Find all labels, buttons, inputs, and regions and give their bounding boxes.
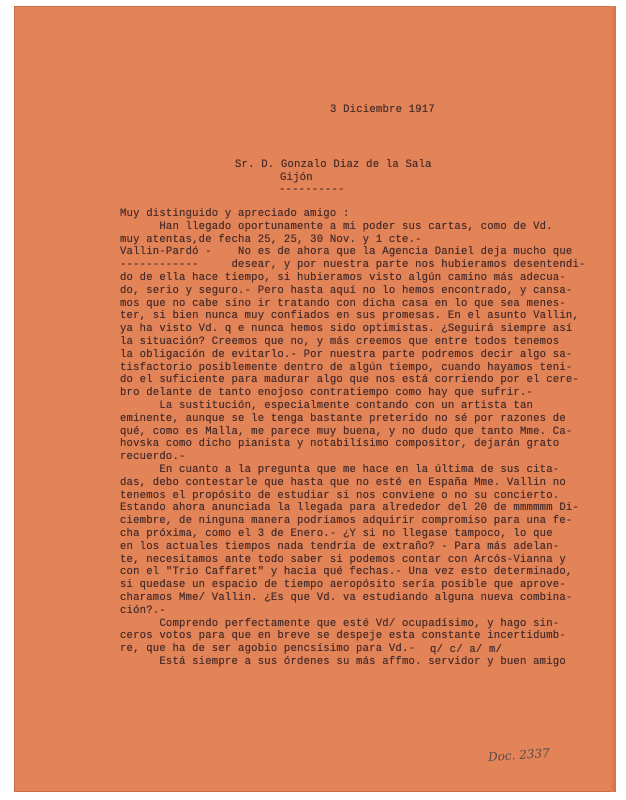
body-line: do de ella hace tiempo, si hubieramos visto algún camino más adecua- — [120, 271, 566, 284]
body-line: qué, como es Malla, me parece muy buena, y no dudo que tanto Mme. Ca- — [120, 425, 573, 438]
body-line: Muy distinguido y apreciado amigo : — [120, 208, 350, 220]
body-line: charamos Mme/ Vallin. ¿Es que Vd. va estudiando alguna nueva combina- — [120, 591, 573, 604]
letter-body — [120, 208, 586, 669]
body-line: ceros votos para que en breve se despeje esta constante incertidumb- — [120, 630, 566, 643]
signature-initials: q/ c/ a/ m/ — [430, 644, 503, 656]
body-line: muy atentas,de fecha 25, 25, 30 Nov. y 1 cte.- — [120, 233, 422, 246]
body-line: Han llegado oportunamente a mi poder sus cartas, como de Vd. — [120, 220, 553, 233]
body-line: te, necesitamos ante todo saber si podemos contar con Arcós-Vianna y — [120, 553, 566, 566]
body-line: recuerdo.- — [120, 451, 186, 464]
body-line: mos que no cabe sino ir tratando con dicha casa en lo que sea menes- — [120, 297, 566, 310]
addressee-name: Sr. D. Gonzalo Diaz de la Sala — [235, 159, 432, 171]
letter-date: 3 Diciembre 1917 — [330, 104, 435, 116]
body-line: ------------ desear, y por nuestra parte nos hubieramos desentendi- — [120, 259, 586, 272]
addressee-city: Gijón — [280, 172, 313, 184]
archive-reference: Doc. 2337 — [487, 745, 551, 765]
body-line: ter, si bien nunca muy confiados en sus promesas. En el asunto Vallin, — [120, 310, 580, 323]
body-line: la situación? Creemos que no, y más creemos que entre todos tenemos — [120, 335, 560, 348]
body-line: ya ha visto Vd. q e nunca hemos sido optimistas. ¿Seguirá siempre así — [120, 323, 573, 336]
body-line: tenemos el propósito de estudiar si nos conviene o no su concierto. — [120, 489, 560, 502]
body-line: ciembre, de ninguna manera podriamos adquirir compromiso para una fe- — [120, 515, 573, 528]
body-line: En cuanto a la pregunta que me hace en la última de sus cita- — [120, 463, 560, 476]
body-line: Estando ahora anunciada la llegada para alrededor del 20 de mmmmmm Di- — [120, 502, 580, 515]
body-line: hovska como dicho pianista y notabilísimo compositor, dejarán grato — [120, 438, 560, 451]
body-line: re, que ha de ser agobio pencsísimo para Vd.- — [120, 643, 416, 656]
body-line: do el suficiente para madurar algo que nos está corriendo por el cere- — [120, 374, 580, 387]
addressee-underline: ---------- — [279, 184, 345, 196]
body-line: si quedase un espacio de tiempo aeropósito sería posible que aprove- — [120, 579, 566, 592]
body-line: das, debo contestarle que hasta que no esté en España Mme. Vallin no — [120, 476, 566, 489]
body-line: Comprendo perfectamente que esté Vd/ ocupadísimo, y hago sin- — [120, 617, 560, 630]
body-line: cha próxima, como el 3 de Enero.- ¿Y si no llegase tampoco, lo que — [120, 527, 553, 540]
body-line: do, serio y seguro.- Pero hasta aquí no lo hemos encontrado, y cansa- — [120, 284, 573, 297]
body-line: en los actuales tiempos nada tendría de extraño? - Para más adelan- — [120, 540, 560, 553]
body-line: con el "Trio Caffaret" y hacia qué fechas.- Una vez esto determinado, — [120, 566, 573, 579]
body-line: Está siempre a sus órdenes su más affmo. servidor y buen amigo — [120, 655, 566, 668]
body-line: Vallin-Pardó - No es de ahora que la Agencia Daniel deja mucho que — [120, 246, 573, 259]
body-line: bro delante de tanto enojoso contratiempo como hay que sufrir.- — [120, 387, 534, 400]
page-edge — [610, 6, 616, 792]
body-line: ción?.- — [120, 604, 166, 617]
body-line: tisfactorio posiblemente dentro de algún tiempo, cuando hayamos teni- — [120, 361, 573, 374]
body-line: La sustitución, especialmente contando con un artista tan — [120, 399, 534, 412]
body-line: eminente, aunque se le tenga bastante preterido no sé por razones de — [120, 412, 566, 425]
body-line: la obligación de evitarlo.- Por nuestra parte podremos decir algo sa- — [120, 348, 573, 361]
